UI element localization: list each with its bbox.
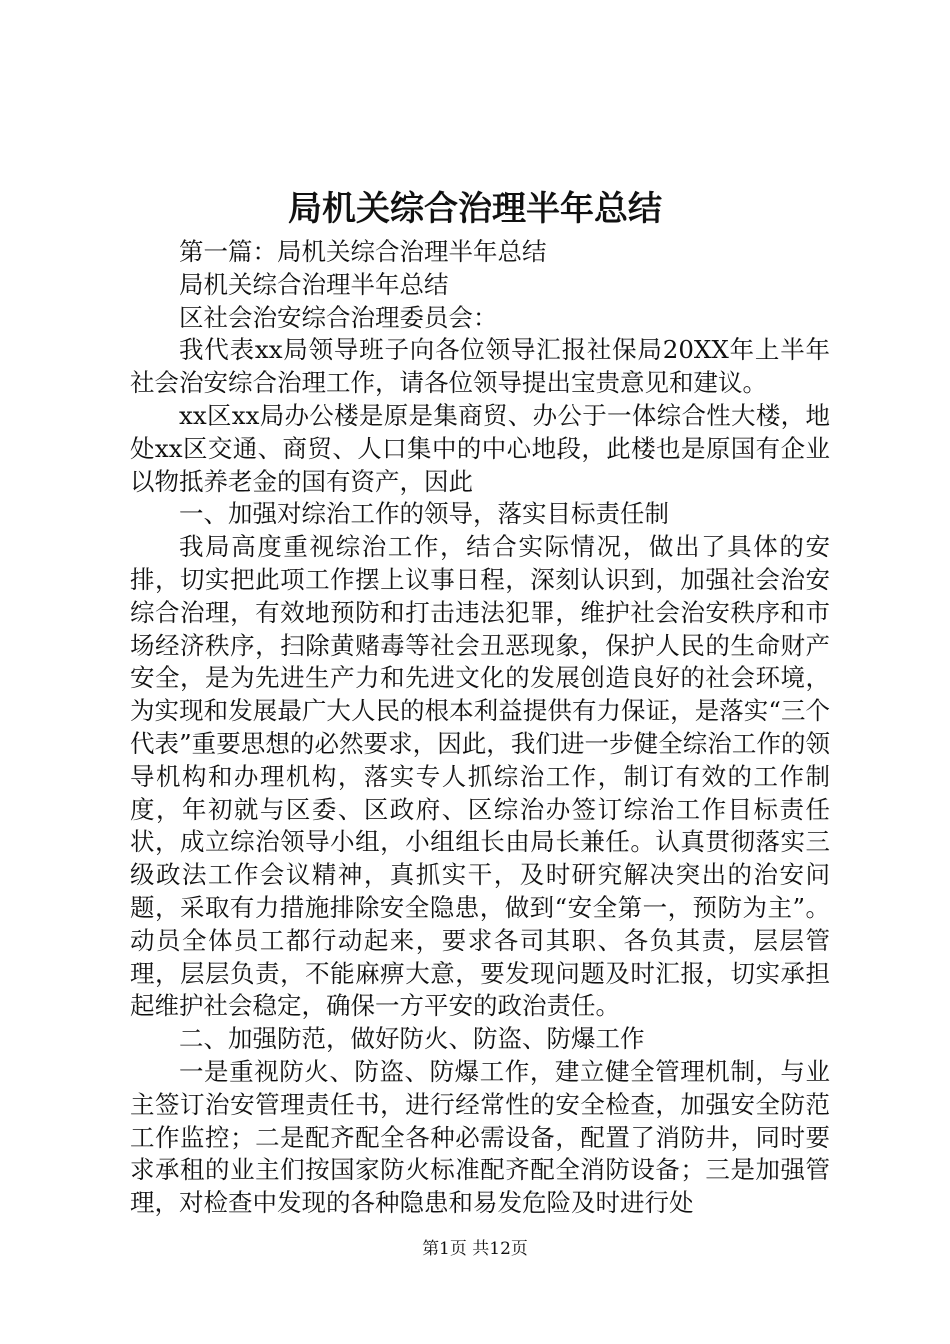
document-body	[130, 236, 830, 1220]
document-title: 局机关综合治理半年总结	[288, 189, 662, 229]
paragraph-salutation: 区社会治安综合治理委员会：	[179, 302, 498, 332]
page-number-footer: 第1页 共12页	[422, 1239, 528, 1259]
paragraph-building-description: xx区xx局办公楼是原是集商贸、办公于一体综合性大楼，地处xx区交通、商贸、人口集中的中心地段，此楼也是原国有企业以物抵养老金的国有资产，因此	[130, 400, 830, 496]
paragraph-intro: 我代表xx局领导班子向各位领导汇报社保局20XX年上半年社会治安综合治理工作，请各位领导提出宝贵意见和建议。	[130, 335, 830, 398]
paragraph-section-2: 一是重视防火、防盗、防爆工作，建立健全管理机制，与业主签订治安管理责任书，进行经常性的安全检查，加强安全防范工作监控；二是配齐配全各种必需设备，配置了消防井，同时要求承租的业主们按国家防火标准配齐配全消防设备；三是加强管理，对检查中发现的各种隐患和易发危险及时进行处	[130, 1056, 830, 1218]
section-heading-1: 一、加强对综治工作的领导，落实目标责任制	[179, 499, 669, 529]
paragraph-section-1: 我局高度重视综治工作，结合实际情况，做出了具体的安排，切实把此项工作摆上议事日程，深刻认识到，加强社会治安综合治理，有效地预防和打击违法犯罪，维护社会治安秩序和市场经济秩序，扫除黄赌毒等社会丑恶现象，保护人民的生命财产安全，是为先进生产力和先进文化的发展创造良好的社会环境，为实现和发展最广大人民的根本利益提供有力保证，是落实“三个代表”重要思想的必然要求，因此，我们进一步健全综治工作的领导机构和办理机构，落实专人抓综治工作，制订有效的工作制度，年初就与区委、区政府、区综治办签订综治工作目标责任状，成立综治领导小组，小组组长由局长兼任。认真贯彻落实三级政法工作会议精神，真抓实干，及时研究解决突出的治安问题，采取有力措施排除安全隐患，做到“安全第一，预防为主”。动员全体员工都行动起来，要求各司其职、各负其责，层层管理，层层负责，不能麻痹大意，要发现问题及时汇报，切实承担起维护社会稳定，确保一方平安的政治责任。	[130, 532, 830, 1021]
section-heading-2: 二、加强防范，做好防火、防盗、防爆工作	[179, 1024, 645, 1054]
paragraph-chapter-heading: 第一篇：局机关综合治理半年总结	[179, 237, 547, 266]
paragraph-subtitle: 局机关综合治理半年总结	[179, 269, 449, 299]
